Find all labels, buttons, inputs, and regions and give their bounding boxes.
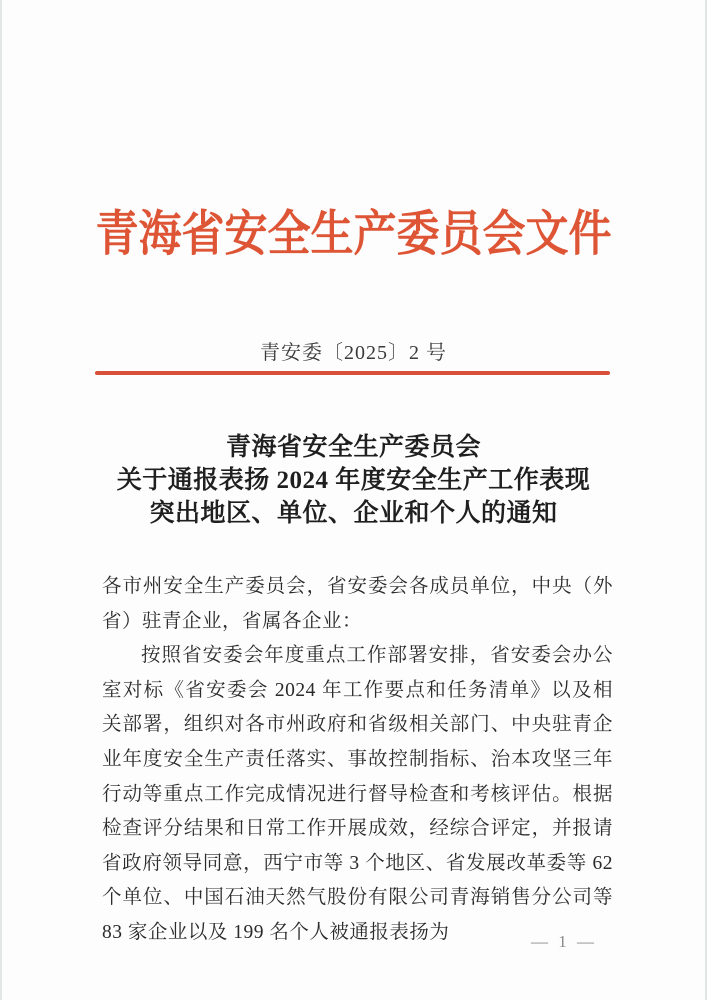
notice-title-line-1: 青海省安全生产委员会	[225, 434, 481, 461]
red-divider-rule	[95, 371, 610, 375]
document-header-title: 青海省安全生产委员会文件	[95, 208, 612, 261]
notice-title	[42, 431, 665, 530]
document-body	[102, 570, 613, 951]
document-number: 青安委〔2025〕2 号	[260, 342, 447, 364]
page-number: — 1 —	[531, 932, 597, 951]
notice-title-line-2: 关于通报表扬 2024 年度安全生产工作表现	[116, 467, 591, 494]
salutation-text: 各市州安全生产委员会，省安委会各成员单位，中央（外省）驻青企业，省属各企业：	[102, 576, 613, 632]
notice-title-line-3: 突出地区、单位、企业和个人的通知	[149, 500, 558, 527]
body-paragraph: 按照省安委会年度重点工作部署安排，省安委会办公室对标《省安委会 2024 年工作要点和任务清单》以及相关部署，组织对各市州政府和省级相关部门、中央驻青企业年度安全生产责任落实、事故控制指标、治本攻坚三年行动等重点工作完成情况进行督导检查和考核评估。根据检查评分结果和日常工作开展成效，经综合评定，并报请省政府领导同意，西宁市等 3 个地区、省发展改革委等 62 个单位、中国石油天然气股份有限公司青海销售分公司等 83 家企业以及 199 名个人被通报表扬为	[102, 645, 613, 943]
